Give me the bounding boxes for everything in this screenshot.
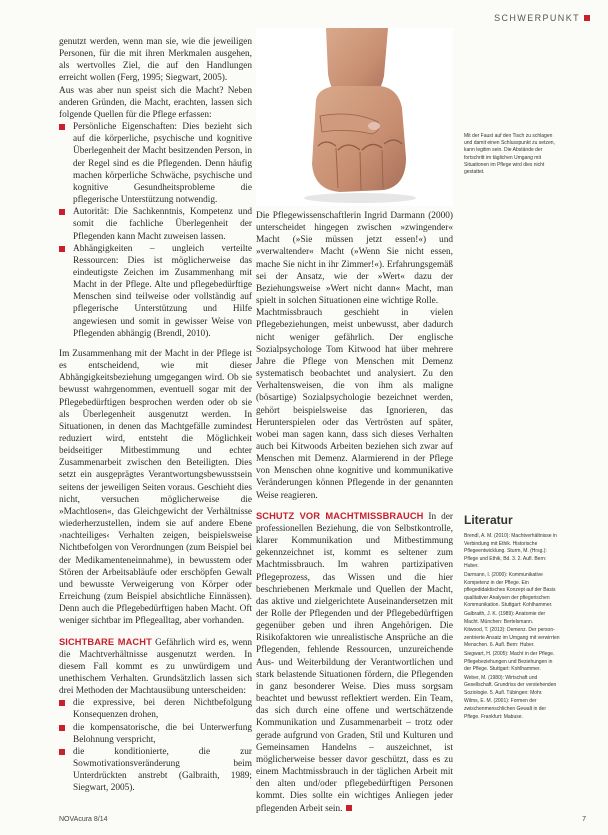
fist-illustration	[256, 28, 453, 206]
photo-caption: Mit der Faust auf den Tisch zu schlagen und damit einen Schlusspunkt zu setzen, kann legitim sein. Die Abstände der fortschritt im täglichen Umgang mit Situationen im Pflege wird dies nicht gestattet.	[464, 133, 555, 176]
text-column-middle	[256, 210, 453, 815]
list-item: Autorität: Die Sachkenntnis, Kompetenz und somit die fachliche Überlegenheit der Pflegenden kann Macht zuweisen lassen.	[59, 206, 252, 242]
bullet-list	[59, 697, 252, 794]
list-item: die konditionierte, die zur Sowmotivationsveränderung beim Unterdrückten anstrebt (Galbraith, 1989; Siegwart, 2005).	[59, 746, 252, 795]
literature-item: Wilms, E. M. (2001): Formen der zwischenmenschlichen Gewalt in der Pflege. Frankfurt: Mabuse.	[464, 698, 546, 720]
section-header	[494, 13, 590, 23]
section-marker-icon	[584, 15, 590, 21]
end-mark-icon	[346, 805, 352, 811]
text-column-left	[59, 36, 252, 795]
literature-item: Kitwood, T. (2013): Demenz. Der person-zentrierte Ansatz im Umgang mit verwirrten Menschen. 6. Aufl. Bern: Huber.	[464, 627, 560, 649]
page-number: 7	[582, 816, 586, 823]
section-label: SCHWERPUNKT	[494, 13, 580, 23]
literature-item: Weber, M. (1980): Wirtschaft und Gesellschaft. Grundriss der verstehenden Soziologie. 5. Aufl. Tübingen: Mohr.	[464, 674, 557, 696]
paragraph: SCHUTZ VOR MACHTMISSBRAUCH In der professionellen Beziehung, die von Selbstkontrolle, klarer Kommunikation und Mitbestimmung gekennzeichnet ist, kommt es seltener zum Machtmissbrauch. Im wahren partizipativen Pflegeprozess, das Wissen und die hier beschriebenen Merkmale und Quellen der Macht, das aktive und zielgerichtete Auseinandersetzen mit der Rolle der Pflegenden und der Pflegebedürftigen gegenüber geben und ihren Angehörigen. Die Risikofaktoren wie unrealistische Ansprüche an die Pflegenden, fehlende Ressourcen, unzureichende Aus- und Weiterbildung der Verantwortlichen und stark belastende Situationen fördern, die Pflegenden in ganz besonderer Weise. Dies muss sorgsam beachtet und bewusst reflektiert werden. Ein Team, das sich durch eine offene und wertschätzende Kommunikation und Zusammenarbeit – trotz oder gerade aufgrund von Graden, Stil und Kulturen und Gemeinsamen Handelns – auszeichnet, ist möglicherweise besser davor geschützt, dass es zu einem Machtmissbrauch in der täglichen Arbeit mit den alten und/oder pflegebedürftigen Personen kommt. Dies sollte ein wichtiges Anliegen jeder pflegenden Arbeit sein.	[256, 510, 453, 814]
literature-item: Galbraith, J. K. (1989): Anatomie der Macht. München: Bertelsmann.	[464, 610, 546, 625]
list-item: Persönliche Eigenschaften: Dies bezieht sich auf die körperliche, psychische und kognitive Überlegenheit der Macht besitzenden Person, in der Regel sind es die Pflegenden. Denn häufig machen körperliche Schwäche, psychische und kognitive Gesundheitsprobleme die pflegerische Unterstützung notwendig.	[59, 121, 252, 206]
bullet-list	[59, 121, 252, 340]
literature-item: Brendl, A. M. (2010): Machtverhältnisse in Verbindung mit Ethik. Historische Pflegeentwicklung. Sturm, M. (Hrsg.): Pflege und Ethik, Bd. 3. 2. Aufl. Bern: Huber.	[464, 533, 557, 570]
paragraph: genutzt werden, wenn man sie, wie die jeweiligen Personen, für die mit ihren Merkmalen ausgehen, als wertvolles Ziel, die auf den Handlungen erreicht wollen (Ferg, 1995; Siegwart, 2005).	[59, 37, 252, 84]
literature-item: Siegwart, H. (2005): Macht in der Pflege. Pflegebeziehungen und Beziehungen in der Pflege. Stuttgart: Kohlhammer.	[464, 650, 555, 673]
fist-photo	[256, 28, 453, 206]
paragraph: Im Zusammenhang mit der Macht in der Pflege ist es entscheidend, wie mit dieser Abhängigkeitsbeziehung umgegangen wird. Ob sie bewusst wahrgenommen, eventuell sogar mit der Pflegebedürftigen besprochen werden oder ob sie als Überlegenheit ausgenutzt werden. In Situationen, in denen das Machtgefälle zumindest reduziert wird, entsteht die Möglichkeit beidseitiger Mitbestimmung und echter Zusammenarbeit zwischen den Beteiligten. Dies setzt ein ausgeprägtes Verantwortungsbewusstsein seitens der jeweiligen Seiten voraus. Geschieht dies nicht, versuchen möglicherweise die »Machtlosen«, das Gleichgewicht der Verhältnisse wiederherzustellen, indem sie auf andere Ebene ›nachteiliges‹ Verhalten zeigen, beispielsweise Nichtbefolgen von Verordnungen (zum Beispiel bei der Medikamenteneinnahme), in bewusstem oder Stören der Arbeitsabläufe oder erschöpfen Gewalt und bewusste Verweigerung von Körper oder Erreichung (zum Beispiel absichtliche Einnässen). Denn auch die Pflegebedürftigen haben Macht. Oft weniger sichtbar im Pflegealltag, aber vorhanden.	[59, 348, 252, 627]
literature-title: Literatur	[464, 513, 513, 527]
list-item: die kompensatorische, die bei Unterwerfung Belohnung verspricht,	[59, 722, 252, 746]
paragraph: SICHTBARE MACHT Gefährlich wird es, wenn die Machtverhältnisse ausgenutzt werden. In diesem Fall kommt es zu unwürdigem und unethischem Verhalten. Grundsätzlich lassen sich drei Methoden der Machtausübung unterscheiden:	[59, 636, 252, 697]
journal-name: NOVAcura 8/14	[59, 816, 108, 823]
list-item: die expressive, bei deren Nichtbefolgung Konsequenzen drohen,	[59, 697, 252, 721]
paragraph: Die Pflegewissenschaftlerin Ingrid Darmann (2000) unterscheidet hingegen zwischen »zwingender« Macht (»Sie müssen jetzt essen!«) und »verwaltender« Macht (»Wenn Sie nicht essen, mache Sie nicht in ihr Zimmer!«). Erfahrungsgemäß sei der Ansatz, wie der »Wert« dazu der Beziehungsweise »Wert nicht dann« Macht, man spielt in solchen Situationen eine wichtige Rolle.	[256, 211, 453, 307]
section-heading: SICHTBARE MACHT	[59, 636, 152, 647]
literature-list	[464, 533, 561, 722]
paragraph: Aus was aber nun speist sich die Macht? Neben anderen Gründen, die Macht, erachten, lassen sich folgende Quellen für die Pflege erfassen:	[59, 85, 252, 120]
paragraph: Machtmissbrauch geschieht in vielen Pflegebeziehungen, meist unbewusst, aber dadurch nicht weniger gefährlich. Der englische Sozialpsychologe Tom Kitwood hat über mehrere Jahre die Pflege von Menschen mit Demenz systematisch beobachtet und analysiert. Zu den Verhaltensweisen, die von ihm als maligne (bösartige) Sozialpsychologie bezeichnet werden, gehört beispielsweise das Ignorieren, das Herunterspielen oder das Vertrösten auf später, wobei man sagen kann, dass sich dieses Verhalten auch bei Kitwoods Arbeiten beziehen sich zwar auf Menschen mit Demenz. Alarmierend in der Pflege von Menschen ohne kognitive und kommunikative Veränderungen können Pflegende in der genannten Weise reagieren.	[256, 308, 453, 501]
section-heading: SCHUTZ VOR MACHTMISSBRAUCH	[256, 510, 424, 521]
list-item: Abhängigkeiten – ungleich verteilte Ressourcen: Dies ist möglicherweise das eindeutigste Zeichen im Zusammenhang mit Macht in der Pflege. Alte und pflegebedürftige Menschen sind teilweise oder vollständig auf pflegerische Unterstützung und Hilfe angewiesen und somit in gewisser Weise von Pflegenden abhängig (Brendl, 2010).	[59, 243, 252, 340]
literature-item: Darmann, I. (2000): Kommunikative Kompetenz in der Pflege. Ein pflegedidaktisches Konzept auf der Basis qualitativer Analysen der pflegerischen Kommunikation. Stuttgart: Kohlhammer.	[464, 571, 556, 609]
